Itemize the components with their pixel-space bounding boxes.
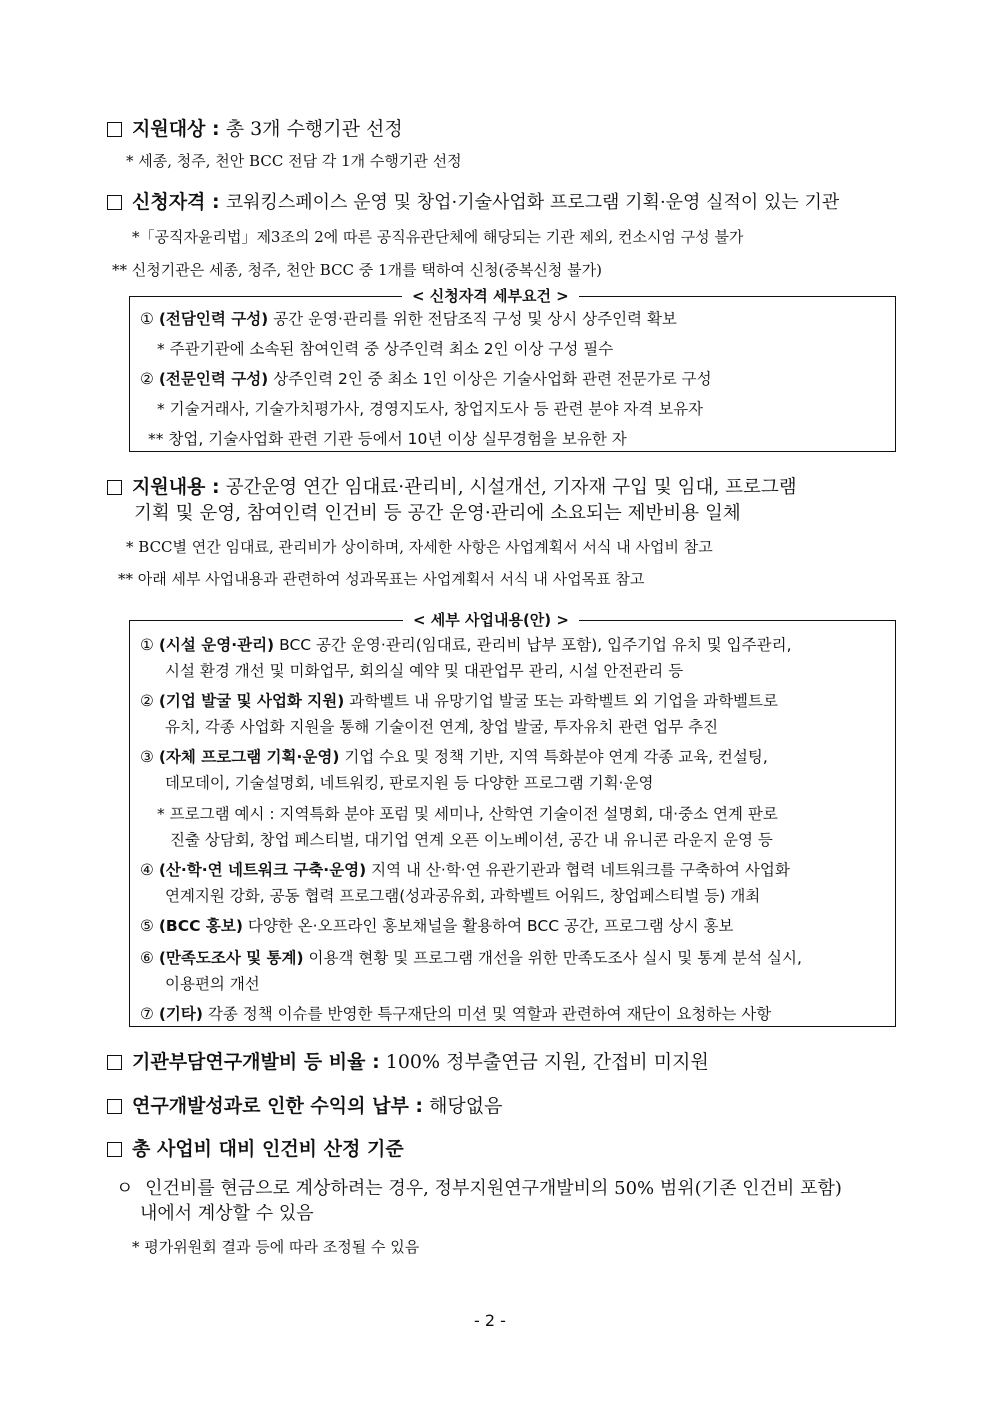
box-line-cont: 유치, 각종 사업화 지원을 통해 기술이전 연계, 창업 발굴, 투자유치 관련 업무 추진 [165, 718, 719, 736]
box-title: < 신청자격 세부요건 > [402, 286, 579, 306]
section-revenue-payment [107, 1094, 502, 1118]
checkbox-square-icon [107, 1055, 122, 1070]
item-text: 과학벨트 내 유망기업 발굴 또는 과학벨트 외 기업을 과학벨트로 [349, 692, 778, 710]
box-line [140, 1001, 771, 1027]
circled-number: ③ [140, 748, 154, 766]
section-text: 총 3개 수행기관 선정 [225, 118, 403, 140]
bullet-icon: ㅇ [116, 1178, 134, 1199]
item-heading: (만족도조사 및 통계) [158, 949, 304, 967]
item-text: 이용객 현황 및 프로그램 개선을 위한 만족도조사 실시 및 통계 분석 실시, [308, 949, 802, 967]
section-title: 신청자격 : [132, 191, 220, 213]
box-line [140, 688, 778, 714]
item-text: 각종 정책 이슈를 반영한 특구재단의 미션 및 역할과 관련하여 재단이 요청하는 사항 [207, 1005, 772, 1023]
note: * BCC별 연간 임대료, 관리비가 상이하며, 자세한 사항은 사업계획서 서식 내 사업비 참고 [126, 538, 713, 556]
circled-number: ① [140, 310, 154, 328]
box-line [140, 744, 768, 770]
section-cost-ratio [107, 1050, 709, 1074]
section-text: 100% 정부출연금 지원, 간접비 미지원 [385, 1051, 709, 1073]
item-text: BCC 공간 운영·관리(임대료, 관리비 납부 포함), 입주기업 유치 및 입주관리, [279, 636, 792, 654]
box-note-cont: 진출 상담회, 창업 페스티벌, 대기업 연계 오픈 이노베이션, 공간 내 유니콘 라운지 운영 등 [170, 831, 773, 849]
item-heading: (시설 운영·관리) [158, 636, 275, 654]
box-note: * 주관기관에 소속된 참여인력 중 상주인력 최소 2인 이상 구성 필수 [157, 340, 614, 358]
circled-number: ② [140, 370, 154, 388]
bullet-text-cont: 내에서 계상할 수 있음 [140, 1203, 314, 1224]
item-text: 지역 내 산·학·연 유관기관과 협력 네트워크를 구축하여 사업화 [371, 861, 790, 879]
item-heading: (자체 프로그램 기획·운영) [158, 748, 340, 766]
section-support-content [107, 475, 797, 500]
box-line [140, 632, 792, 658]
box-note: ** 창업, 기술사업화 관련 기관 등에서 10년 이상 실무경험을 보유한 자 [148, 430, 627, 448]
circled-number: ② [140, 692, 154, 710]
circled-number: ⑤ [140, 917, 154, 935]
item-heading: (전문인력 구성) [158, 370, 269, 388]
item-heading: (기타) [158, 1005, 203, 1023]
section-title: 지원내용 : [132, 476, 220, 498]
checkbox-square-icon [107, 1142, 122, 1157]
box-line-cont: 연계지원 강화, 공동 협력 프로그램(성과공유회, 과학벨트 어워드, 창업페스티벌 등) 개최 [165, 887, 761, 905]
item-text: 공간 운영·관리를 위한 전담조직 구성 및 상시 상주인력 확보 [273, 310, 677, 328]
note: ** 아래 세부 사업내용과 관련하여 성과목표는 사업계획서 서식 내 사업목표 참고 [118, 570, 645, 588]
section-text: 공간운영 연간 임대료·관리비, 시설개선, 기자재 구입 및 임대, 프로그램 [225, 477, 797, 498]
circled-number: ① [140, 636, 154, 654]
note: *「공직자윤리법」제3조의 2에 따른 공직유관단체에 해당되는 기관 제외, 컨소시엄 구성 불가 [132, 228, 744, 246]
box-line-cont: 시설 환경 개선 및 미화업무, 회의실 예약 및 대관업무 관리, 시설 안전관리 등 [165, 662, 684, 680]
item-text: 상주인력 2인 중 최소 1인 이상은 기술사업화 관련 전문가로 구성 [273, 370, 712, 388]
box-note: * 프로그램 예시 : 지역특화 분야 포럼 및 세미나, 산학연 기술이전 설명회, 대·중소 연계 판로 [157, 805, 778, 823]
checkbox-square-icon [107, 480, 122, 495]
section-text-cont: 기획 및 운영, 참여인력 인건비 등 공간 운영·관리에 소요되는 제반비용 일체 [134, 503, 741, 524]
checkbox-square-icon [107, 122, 122, 137]
item-text: 기업 수요 및 정책 기반, 지역 특화분야 연계 각종 교육, 컨설팅, [344, 748, 768, 766]
box-line [140, 366, 712, 392]
section-personnel-cost [107, 1137, 404, 1161]
box-line-cont: 이용편의 개선 [165, 975, 260, 993]
item-heading: (산·학·연 네트워크 구축·운영) [158, 861, 367, 879]
section-title: 총 사업비 대비 인건비 산정 기준 [132, 1138, 404, 1160]
section-eligibility [107, 190, 839, 215]
box-line-cont: 데모데이, 기술설명회, 네트워킹, 판로지원 등 다양한 프로그램 기획·운영 [165, 774, 654, 792]
checkbox-square-icon [107, 1099, 122, 1114]
section-text: 해당없음 [429, 1095, 503, 1117]
box-line [140, 306, 677, 332]
box-line [140, 857, 790, 883]
note: * 세종, 청주, 천안 BCC 전담 각 1개 수행기관 선정 [126, 152, 462, 170]
section-text: 코워킹스페이스 운영 및 창업·기술사업화 프로그램 기획·운영 실적이 있는 기관 [225, 192, 840, 213]
section-title: 지원대상 : [132, 118, 220, 140]
circled-number: ⑥ [140, 949, 154, 967]
box-line [140, 945, 802, 971]
section-title: 연구개발성과로 인한 수익의 납부 : [132, 1095, 424, 1117]
bullet-line [116, 1177, 842, 1201]
note: ** 신청기관은 세종, 청주, 천안 BCC 중 1개를 택하여 신청(중복신청 불가) [112, 261, 602, 279]
note: * 평가위원회 결과 등에 따라 조정될 수 있음 [132, 1238, 420, 1256]
box-note: * 기술거래사, 기술가치평가사, 경영지도사, 창업지도사 등 관련 분야 자격 보유자 [157, 400, 704, 418]
item-heading: (전담인력 구성) [158, 310, 269, 328]
bullet-text: 인건비를 현금으로 계상하려는 경우, 정부지원연구개발비의 50% 범위(기존 인건비 포함) [145, 1178, 842, 1199]
item-heading: (BCC 홍보) [158, 917, 243, 935]
box-line [140, 913, 733, 939]
section-title: 기관부담연구개발비 등 비율 : [132, 1051, 380, 1073]
circled-number: ⑦ [140, 1005, 154, 1023]
page-number: - 2 - [474, 1311, 506, 1330]
item-text: 다양한 온·오프라인 홍보채널을 활용하여 BCC 공간, 프로그램 상시 홍보 [247, 917, 734, 935]
item-heading: (기업 발굴 및 사업화 지원) [158, 692, 345, 710]
section-support-target [107, 117, 403, 141]
checkbox-square-icon [107, 195, 122, 210]
box-title: < 세부 사업내용(안) > [403, 610, 579, 630]
circled-number: ④ [140, 861, 154, 879]
